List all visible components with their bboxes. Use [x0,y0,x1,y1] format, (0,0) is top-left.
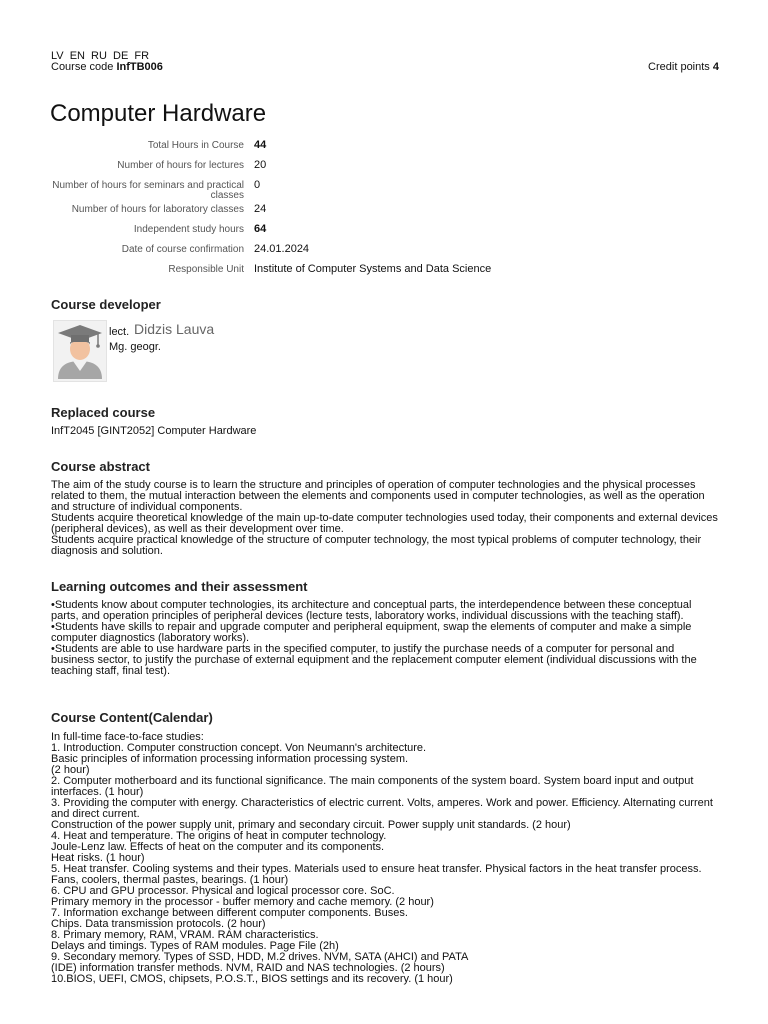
replaced-course-text: InfT2045 [GINT2052] Computer Hardware [51,425,257,437]
developer-degree: Mg. geogr. [109,341,161,353]
course-info-table [50,139,491,283]
course-developer-heading: Course developer [51,297,161,312]
info-label: Number of hours for lectures [117,160,244,171]
credit-points-value: 4 [712,61,719,73]
info-row-independent-hours [50,223,491,243]
outcome-item: •Students know about computer technologies, its architecture and conceptual parts, the interdependence between these conceptual parts, and operation principles of peripheral devices (lecture tests, laboratory works, individual discussions with the teaching staff). [51,599,692,622]
content-line: In full-time face-to-face studies: [51,731,204,743]
abstract-paragraph: Students acquire practical knowledge of the structure of computer technology, the most typical problems of computer technology, their diagnosis and solution. [51,534,702,557]
learning-outcomes [51,600,719,677]
info-row-seminar-hours [50,179,491,203]
lang-fr-link[interactable]: FR [134,50,150,62]
content-line: (IDE) information transfer methods. NVM, RAID and NAS technologies. (2 hours) [51,962,445,974]
developer-title: lect. [109,326,130,338]
info-row-lab-hours [50,203,491,223]
info-label: Number of hours for laboratory classes [71,204,244,215]
info-label: Number of hours for seminars and practical classes [52,180,244,201]
content-line: Construction of the power supply unit, primary and secondary circuit. Power supply unit standards. (2 hour) [51,819,571,831]
info-value: 24.01.2024 [254,243,310,255]
info-row-responsible-unit [50,263,491,283]
info-row-total-hours [50,139,491,159]
content-line: Joule-Lenz law. Effects of heat on the computer and its components. [51,841,385,853]
content-line: Delays and timings. Types of RAM modules. Page File (2h) [51,940,339,952]
info-label: Independent study hours [133,224,244,235]
graduate-avatar-icon [53,320,107,382]
abstract-paragraph: The aim of the study course is to learn the structure and principles of operation of computer technologies and the physical processes related to them, the mutual interaction between the elements and components used in computer technologies, as well as the operation and structure of individual components. [51,479,705,513]
info-value: 24 [254,203,267,215]
lang-ru-link[interactable]: RU [91,50,107,62]
content-line: Heat risks. (1 hour) [51,852,145,864]
credit-points [648,61,719,73]
course-code [51,61,163,73]
course-code-label: Course code [51,61,114,73]
content-line: 6. CPU and GPU processor. Physical and logical processor core. SoC. [51,885,395,897]
page-title: Computer Hardware [50,100,267,127]
info-label: Date of course confirmation [121,244,244,255]
developer-name: Didzis Lauva [134,321,215,337]
lang-en-link[interactable]: EN [69,50,85,62]
info-row-confirmation-date [50,243,491,263]
lang-lv-link[interactable]: LV [51,50,64,62]
info-value: 0 [254,179,261,191]
course-content-heading: Course Content(Calendar) [51,710,213,725]
content-line: 8. Primary memory, RAM, VRAM. RAM characteristics. [51,929,319,941]
lang-de-link[interactable]: DE [113,50,129,62]
outcome-item: •Students have skills to repair and upgrade computer and peripheral equipment, swap the elements of computer and make a simple computer diagnostics (laboratory works). [51,621,692,644]
info-value: Institute of Computer Systems and Data Science [254,263,492,275]
content-line: 10.BIOS, UEFI, CMOS, chipsets, P.O.S.T., BIOS settings and its recovery. (1 hour) [51,973,453,985]
course-code-value: InfTB006 [116,61,163,73]
credit-points-label: Credit points [648,61,710,73]
course-abstract-heading: Course abstract [51,459,150,474]
content-line: 4. Heat and temperature. The origins of heat in computer technology. [51,830,387,842]
info-label: Responsible Unit [168,264,244,275]
course-content [51,732,719,985]
content-line: Chips. Data transmission protocols. (2 hour) [51,918,266,930]
info-label: Total Hours in Course [147,140,244,151]
content-line: (2 hour) [51,764,90,776]
learning-outcomes-heading: Learning outcomes and their assessment [51,579,308,594]
content-line: Primary memory in the processor - buffer memory and cache memory. (2 hour) [51,896,434,908]
content-line: 5. Heat transfer. Cooling systems and their types. Materials used to ensure heat transfer. Physical factors in the heat transfer process. Fans, coolers, thermal pastes, bearings. (1 hour) [51,863,702,886]
content-line: 7. Information exchange between different computer components. Buses. [51,907,408,919]
course-abstract [51,480,719,557]
content-line: 1. Introduction. Computer construction concept. Von Neumann's architecture. [51,742,427,754]
content-line: Basic principles of information processing information processing system. [51,753,409,765]
info-value: 64 [254,223,267,235]
info-value: 20 [254,159,267,171]
info-value: 44 [254,139,267,151]
content-line: 3. Providing the computer with energy. Characteristics of electric current. Volts, amperes. Work and power. Efficiency. Alternating current and direct current. [51,797,713,820]
content-line: 2. Computer motherboard and its functional significance. The main components of the system board. System board input and output interfaces. (1 hour) [51,775,694,798]
replaced-course-heading: Replaced course [51,405,156,420]
info-row-lecture-hours [50,159,491,179]
abstract-paragraph: Students acquire theoretical knowledge of the main up-to-date computer technologies used today, their components and external devices (peripheral devices), as well as their development over time. [51,512,718,535]
outcome-item: •Students are able to use hardware parts in the specified computer, to justify the purchase needs of a computer for personal and business sector, to justify the purchase of external equipment and the replacement computer element (individual discussions with the teaching staff, final test). [51,643,697,677]
content-line: 9. Secondary memory. Types of SSD, HDD, M.2 drives. NVM, SATA (AHCI) and PATA [51,951,469,963]
